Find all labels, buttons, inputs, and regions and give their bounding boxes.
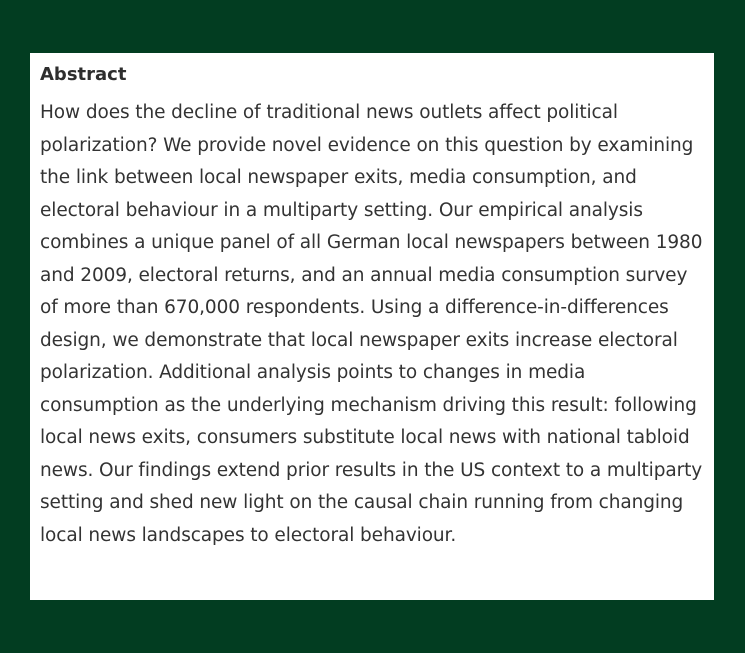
abstract-text: How does the decline of traditional news outlets affect political polarization? We provide novel evidence on this question by examining the link between local newspaper exits, media consumption, and electoral behaviour in a multiparty setting. Our empirical analysis combines a unique panel of all German local newspapers between 1980 and 2009, electoral returns, and an annual media consumption survey of more than 670,000 respondents. Using a difference-in-differences design, we demonstrate that local newspaper exits increase electoral polarization. Additional analysis points to changes in media consumption as the underlying mechanism driving this result: following local news exits, consumers substitute local news with national tabloid news. Our findings extend prior results in the US context to a multiparty setting and shed new light on the causal chain running from changing local news landscapes to electoral behaviour.: [40, 102, 703, 546]
abstract-card: [30, 53, 714, 600]
abstract-heading: Abstract: [40, 64, 127, 85]
